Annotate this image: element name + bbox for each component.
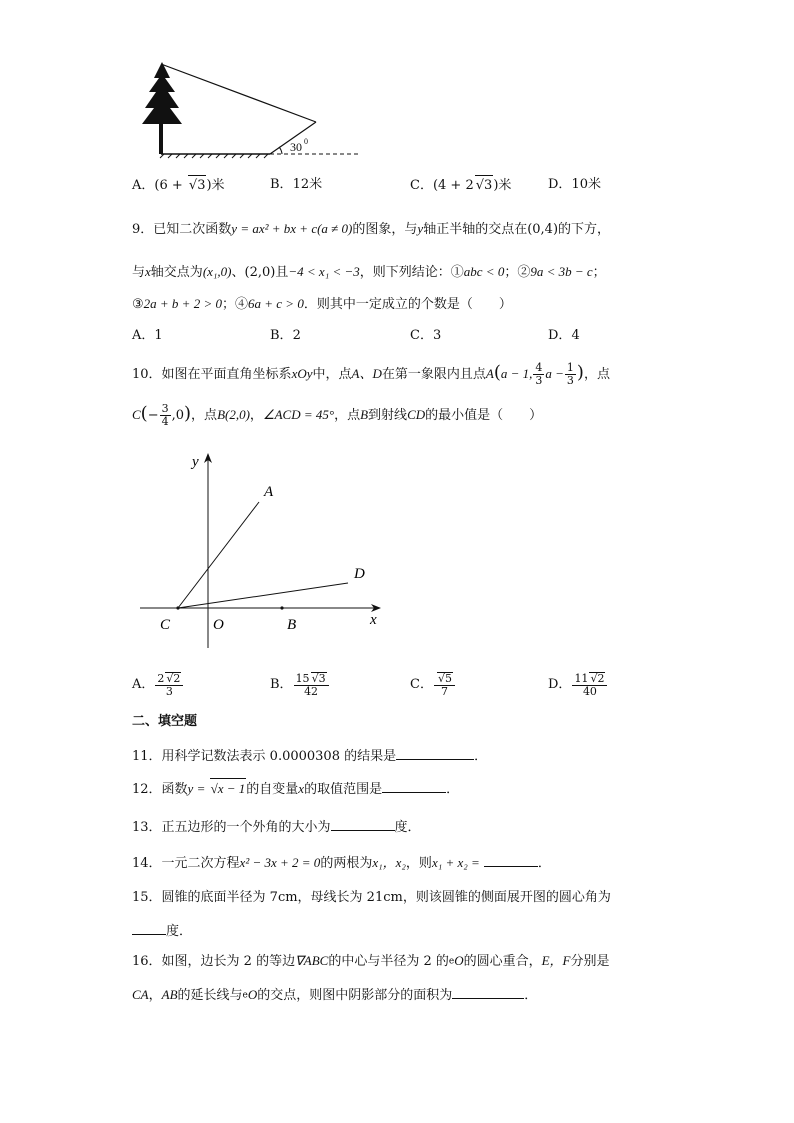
ray-cd bbox=[178, 583, 348, 608]
y-label: y bbox=[192, 454, 199, 470]
angle-degree: 0 bbox=[304, 137, 308, 146]
point-b bbox=[280, 606, 283, 609]
a-label: A bbox=[264, 484, 274, 500]
sqrt-symbol: √3 bbox=[475, 175, 494, 196]
q8-option-b[interactable]: B．12米 bbox=[270, 177, 323, 192]
answer-blank[interactable] bbox=[331, 816, 395, 831]
q11: 11．用科学记数法表示 0.0000308 的结果是 ． bbox=[132, 745, 487, 767]
q9-option-d[interactable]: D．4 bbox=[548, 328, 580, 343]
coordinate-figure bbox=[136, 448, 396, 653]
q15-line-2: 度． bbox=[132, 920, 192, 942]
q8-option-a[interactable]: A．(6 + √3)米 bbox=[132, 175, 225, 196]
answer-blank[interactable] bbox=[396, 745, 474, 760]
q10-option-c[interactable]: C． $\frac{√5}{7}$ bbox=[410, 668, 456, 702]
q9-option-c[interactable]: C．3 bbox=[410, 328, 442, 343]
q9-line-1: 9．已知二次函数y = ax² + bx + c(a ≠ 0)的图象，与y轴正半轴的交点在(0,4)的下方， bbox=[132, 221, 611, 237]
q9-line-3: ③2a + b + 2 > 0；④6a + c > 0．则其中一定成立的个数是（ ） bbox=[132, 296, 512, 312]
q8-option-d[interactable]: D．10米 bbox=[548, 177, 601, 192]
q9-line-2: 与x轴交点为(x₁,0)、(2,0)且−4 < x₁ < −3，则下列结论：①abc < 0；②9a < 3b − c； bbox=[132, 264, 606, 280]
q10-option-b[interactable]: B． $\frac{15 √3}{42}$ bbox=[270, 668, 330, 702]
answer-blank[interactable] bbox=[452, 984, 524, 999]
q13: 13．正五边形的一个外角的大小为 度． bbox=[132, 816, 421, 838]
answer-blank[interactable] bbox=[382, 778, 446, 793]
q16-line-2: CA，AB的延长线与eO的交点，则图中阴影部分的面积为 ． bbox=[132, 984, 537, 1006]
c-label: C bbox=[160, 617, 171, 633]
o-label: O bbox=[213, 617, 224, 633]
q15-line-1: 15．圆锥的底面半径为 7cm，母线长为 21cm，则该圆锥的侧面展开图的圆心角为 bbox=[132, 890, 611, 905]
q10-line-1: 10．如图在平面直角坐标系xOy中，点A、D在第一象限内且点A(a − 1, $\frac{4}{3}$ a − $\frac{1}{3}$ )，点 bbox=[132, 361, 610, 387]
q9-option-b[interactable]: B．2 bbox=[270, 328, 301, 343]
q10-line-2: C(− $\frac{3}{4}$ ,0)，点B(2,0)，∠ACD = 45°，点B到射线CD的最小值是（ ） bbox=[132, 402, 543, 428]
b-label: B bbox=[287, 617, 297, 633]
q9-option-a[interactable]: A．1 bbox=[132, 328, 163, 343]
answer-blank[interactable] bbox=[132, 920, 166, 935]
angle-label: 30 bbox=[290, 140, 302, 154]
point-c bbox=[176, 606, 179, 609]
tree-icon bbox=[142, 62, 182, 154]
answer-blank[interactable] bbox=[484, 852, 538, 867]
x-label: x bbox=[370, 612, 377, 628]
tree-slope-figure bbox=[130, 58, 370, 160]
ray-ca bbox=[178, 502, 259, 608]
section-title: 二、填空题 bbox=[132, 714, 198, 729]
d-label: D bbox=[354, 566, 365, 582]
q16-line-1: 16．如图，边长为 2 的等边∇ABC的中心与半径为 2 的eO的圆心重合，E，F分别是 bbox=[132, 953, 610, 969]
sqrt-symbol: √3 bbox=[188, 175, 207, 196]
q14: 14．一元二次方程x² − 3x + 2 = 0的两根为x₁，x₂，则x₁ + x₂ = ． bbox=[132, 852, 551, 874]
q12: 12．函数y = √x − 1的自变量x的取值范围是 ． bbox=[132, 778, 459, 800]
q8-option-c[interactable]: C．(4 + 2 √3)米 bbox=[410, 175, 511, 196]
q10-option-a[interactable]: A． $\frac{2 √2}{3}$ bbox=[132, 668, 184, 702]
q10-option-d[interactable]: D． $\frac{11 √2}{40}$ bbox=[548, 668, 608, 702]
